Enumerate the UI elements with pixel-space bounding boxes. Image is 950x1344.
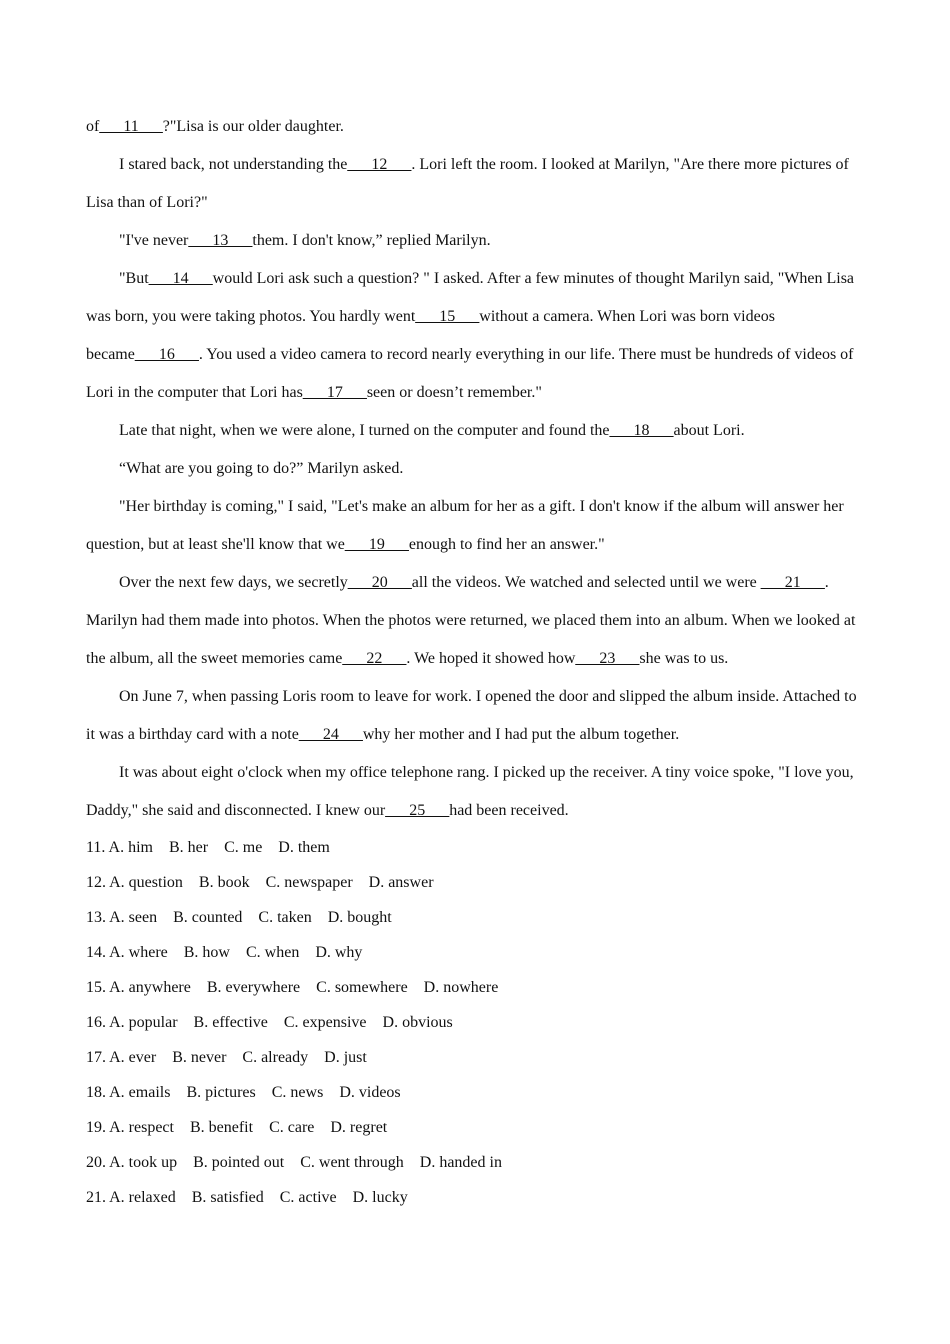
passage-text: Over the next few days, we secretly [119,574,348,591]
passage-paragraph [86,678,866,754]
option-row: 18. A. emails B. pictures C. news D. videos [86,1084,401,1101]
passage-paragraph [86,450,866,488]
blank-number: ___16___ [134,346,199,363]
document-page [86,108,866,1215]
option-row: 21. A. relaxed B. satisfied C. active D. lucky [86,1189,408,1206]
option-row: 13. A. seen B. counted C. taken D. bought [86,909,392,926]
passage-paragraph [86,488,866,564]
passage-text: seen or doesn’t remember." [366,384,542,401]
passage-paragraph [86,260,866,412]
passage-text: would Lori ask such a question? " I asked. After a few minutes of thought Marilyn said, "When Lisa was born, you were taking photos. You hardly went [86,270,855,325]
passage-text: had been received. [449,802,569,819]
blank-number: ___24___ [298,726,363,743]
passage-text: them. I don't know,” replied Marilyn. [252,232,491,249]
passage-text: Late that night, when we were alone, I turned on the computer and found the [119,422,610,439]
passage-text: why her mother and I had put the album together. [362,726,680,743]
blank-number: ___19___ [344,536,409,553]
blank-number: ___17___ [302,384,367,401]
passage-text: On June 7, when passing Loris room to leave for work. I opened the door and slipped the album inside. Attached to it was a birthday card with a note [86,688,857,743]
blank-number: ___11___ [99,118,163,135]
passage-paragraph [86,754,866,830]
passage-paragraph [86,146,866,222]
passage-text: It was about eight o'clock when my office telephone rang. I picked up the receiver. A tiny voice spoke, "I love you, Daddy," she said and disconnected. I knew our [86,764,854,819]
passage-paragraph [86,412,866,450]
passage-text: "But [119,270,149,287]
passage-paragraph [86,108,866,146]
passage-text: . We hoped it showed how [406,650,576,667]
passage-text: . Marilyn had them made into photos. When the photos were returned, we placed them into an album. When we looked at the album, all the sweet memories came [86,574,856,667]
blank-number: ___23___ [575,650,640,667]
option-row: 14. A. where B. how C. when D. why [86,944,363,961]
option-row: 19. A. respect B. benefit C. care D. regret [86,1119,388,1136]
option-row: 11. A. him B. her C. me D. them [86,839,330,856]
passage-text: ?"Lisa is our older daughter. [162,118,344,135]
passage-text: without a camera. When Lori was born videos became [86,308,775,363]
blank-number: ___20___ [347,574,412,591]
passage-text: . You used a video camera to record nearly everything in our life. There must be hundreds of videos of Lori in the computer that Lori has [86,346,854,401]
blank-number: ___21___ [760,574,825,591]
passage-text: I stared back, not understanding the [119,156,348,173]
blank-number: ___14___ [148,270,213,287]
passage-text: . Lori left the room. I looked at Marilyn, "Are there more pictures of Lisa than of Lori?" [86,156,849,211]
option-row: 17. A. ever B. never C. already D. just [86,1049,367,1066]
passage-text: she was to us. [639,650,729,667]
blank-number: ___13___ [188,232,253,249]
passage-text: “What are you going to do?” Marilyn asked. [119,460,404,477]
passage-text: of [86,118,100,135]
passage-text: all the videos. We watched and selected until we were [411,574,761,591]
blank-number: ___18___ [609,422,674,439]
blank-number: ___15___ [415,308,480,325]
cloze-passage [86,108,866,830]
option-row: 16. A. popular B. effective C. expensive D. obvious [86,1014,453,1031]
passage-paragraph [86,222,866,260]
passage-text: about Lori. [673,422,745,439]
passage-text: enough to find her an answer." [408,536,605,553]
blank-number: ___12___ [347,156,412,173]
answer-options-list [86,830,866,1215]
option-row: 15. A. anywhere B. everywhere C. somewhere D. nowhere [86,979,499,996]
option-row: 12. A. question B. book C. newspaper D. answer [86,874,434,891]
passage-text: "I've never [119,232,189,249]
passage-paragraph [86,564,866,678]
blank-number: ___25___ [385,802,450,819]
passage-text: "Her birthday is coming," I said, "Let's make an album for her as a gift. I don't know if the album will answer her question, but at least she'll know that we [86,498,844,553]
blank-number: ___22___ [342,650,407,667]
option-row: 20. A. took up B. pointed out C. went through D. handed in [86,1154,502,1171]
